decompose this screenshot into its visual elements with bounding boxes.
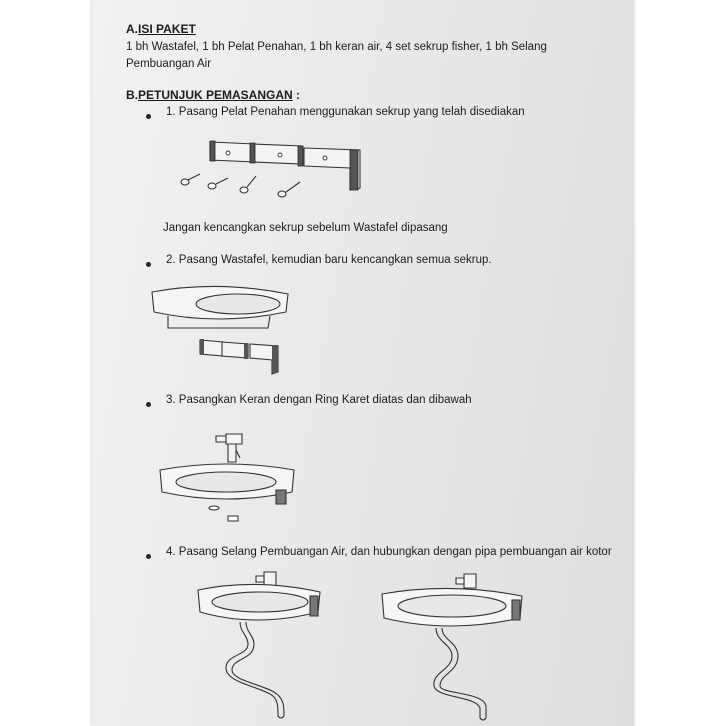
section-b-prefix: B. — [126, 88, 138, 102]
section-a-heading — [126, 22, 196, 36]
section-b-title: PETUNJUK PEMASANGAN — [138, 88, 293, 102]
bracket-and-screws-illustration — [170, 138, 370, 198]
step-3-text: 3. Pasangkan Keran dengan Ring Karet diatas dan dibawah — [166, 394, 472, 406]
section-b-suffix: : — [292, 88, 301, 102]
bullet — [146, 402, 151, 407]
package-contents-line-1: 1 bh Wastafel, 1 bh Pelat Penahan, 1 bh keran air, 4 set sekrup fisher, 1 bh Selang — [126, 41, 547, 53]
section-a-prefix: A. — [126, 22, 138, 36]
package-contents-line-2: Pembuangan Air — [126, 58, 212, 70]
section-b-heading — [126, 88, 300, 102]
step-1-text: 1. Pasang Pelat Penahan menggunakan sekrup yang telah disediakan — [166, 106, 525, 118]
faucet-above-sink-illustration — [156, 430, 306, 530]
bullet — [146, 114, 151, 119]
step-1-note: Jangan kencangkan sekrup sebelum Wastafel dipasang — [163, 222, 448, 234]
sink-with-drain-hose-illustration-left — [196, 570, 326, 720]
step-2-text: 2. Pasang Wastafel, kemudian baru kencangkan semua sekrup. — [166, 254, 492, 266]
bullet — [146, 554, 151, 559]
section-a-title: ISI PAKET — [138, 22, 196, 36]
bullet — [146, 262, 151, 267]
step-4-text: 4. Pasang Selang Pembuangan Air, dan hubungkan dengan pipa pembuangan air kotor — [166, 546, 612, 558]
sink-above-bracket-illustration — [148, 282, 298, 382]
sink-with-drain-hose-illustration-right — [380, 572, 530, 722]
